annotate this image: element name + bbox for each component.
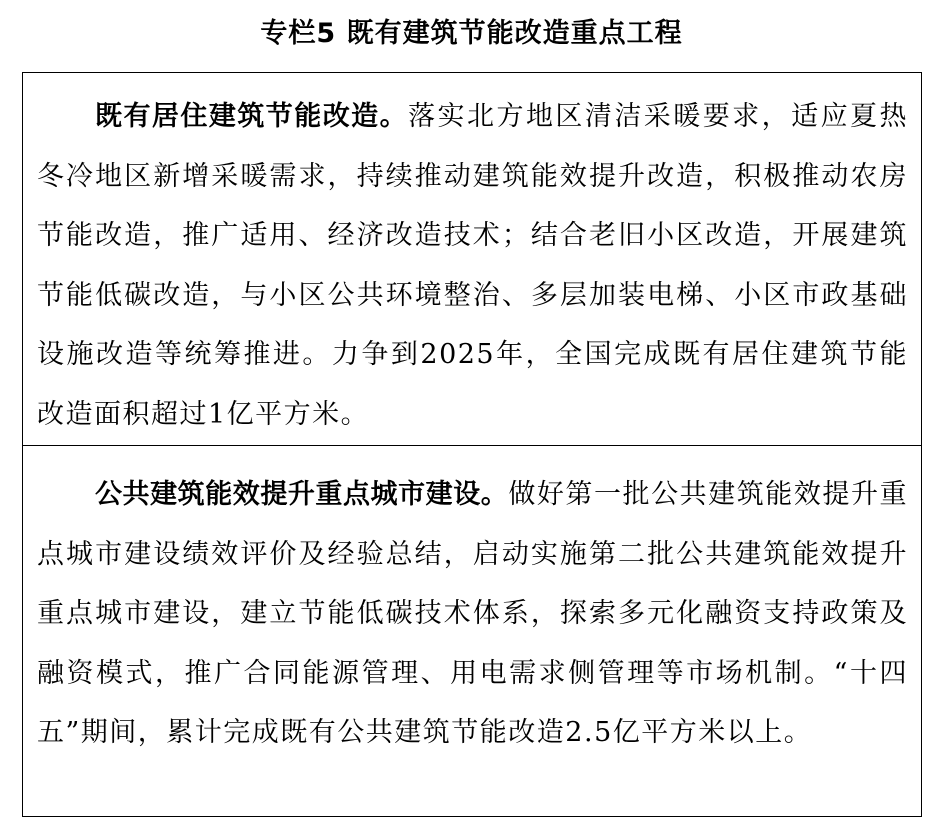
section-body: 落实北方地区清洁采暖要求，适应夏热冬冷地区新增采暖需求，持续推动建筑能效提升改造，积极推动农房节能改造，推广适用、经济改造技术；结合老旧小区改造，开展建筑节能低碳改造，与小区公共环境整治、多层加装电梯、小区市政基础设施改造等统筹推进。力争到2025年，全国完成既有居住建筑节能改造面积超过1亿平方米。 — [37, 101, 909, 430]
section-public-building-cities — [23, 465, 921, 763]
section-divider — [23, 445, 921, 446]
section-body: 做好第一批公共建筑能效提升重点城市建设绩效评价及经验总结，启动实施第二批公共建筑能效提升重点城市建设，建立节能低碳技术体系，探索多元化融资支持政策及融资模式，推广合同能源管理、用电需求侧管理等市场机制。“十四五”期间，累计完成既有公共建筑节能改造2.5亿平方米以上。 — [37, 479, 909, 749]
section-residential-retrofit — [23, 87, 921, 445]
section-heading: 既有居住建筑节能改造。 — [95, 101, 409, 132]
column-box — [22, 72, 922, 817]
page-title: 专栏5 既有建筑节能改造重点工程 — [260, 18, 683, 49]
section-heading: 公共建筑能效提升重点城市建设。 — [95, 479, 509, 510]
